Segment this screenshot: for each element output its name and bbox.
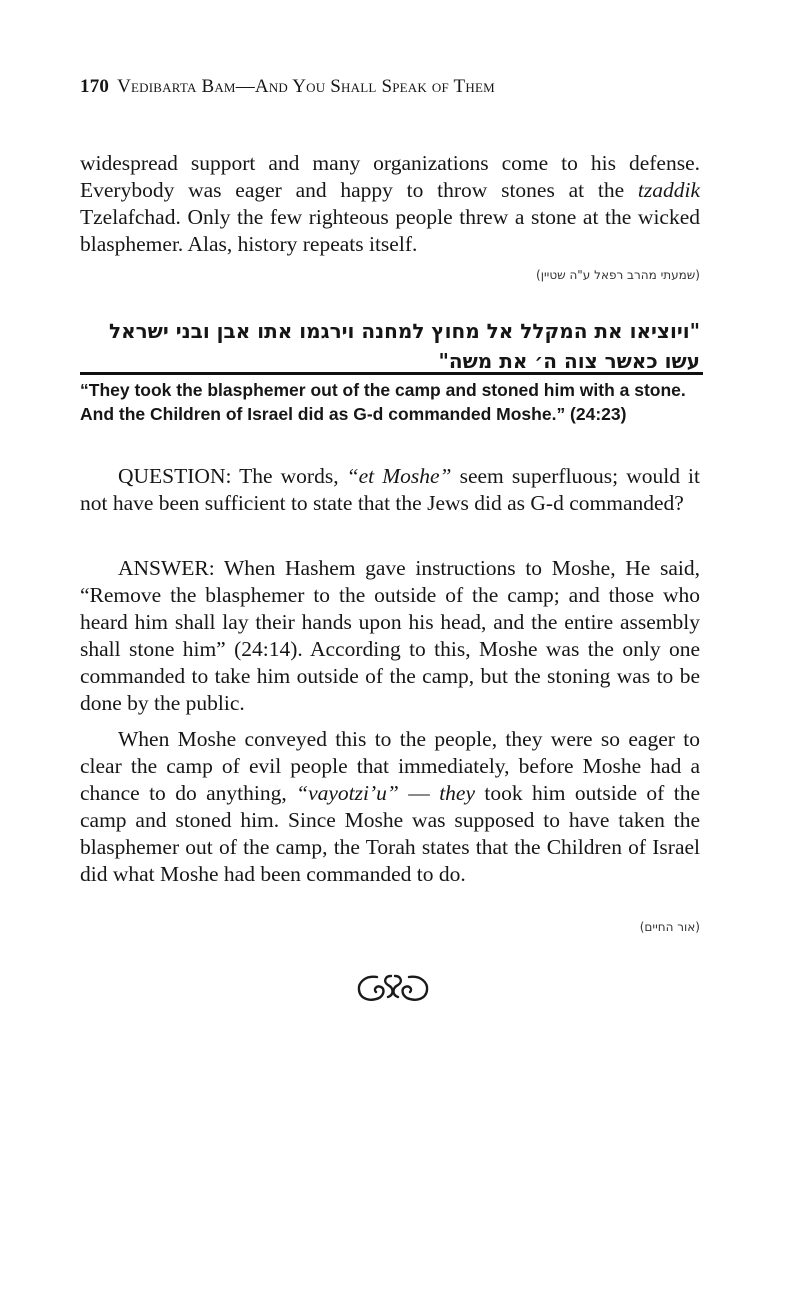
intro-text-2: Tzelafchad. Only the few righteous people threw a stone at the wicked blasphemer. Alas, history repeats itself. (80, 205, 700, 256)
heading-divider (80, 372, 703, 375)
intro-text-1: widespread support and many organizations come to his defense. Everybody was eager and happy to throw stones at the (80, 151, 700, 202)
running-head (80, 76, 495, 98)
english-verse-heading: “They took the blasphemer out of the camp and stoned him with a stone. And the Children of Israel did as G-d commanded Moshe.” (24:23) (80, 380, 686, 424)
page-number: 170 (80, 76, 110, 97)
question-paragraph (80, 463, 700, 517)
explanation-text-1: When Moshe conveyed this to the people, they were so eager to clear the camp of evil people that immediately, before Moshe had a chance to do anything, (80, 727, 700, 805)
answer-paragraph: ANSWER: When Hashem gave instructions to Moshe, He said, “Remove the blasphemer to the outside of the camp; and those who heard him shall lay their hands upon his head, and the entire assembly shall stone him” (24:14). According to this, Moshe was the only one commanded to take him outside of the camp, but the stoning was to be done by the public. (80, 556, 700, 715)
question-text-1: QUESTION: The words, (118, 464, 347, 488)
explanation-source-credit: (אור החיים) (639, 920, 700, 934)
book-title: Vedibarta Bam—And You Shall Speak of Them (117, 76, 495, 97)
end-of-section-ornament-icon (355, 968, 431, 1008)
explanation-text-3: took him outside of the camp and stoned him. Since Moshe was supposed to have taken the blasphemer out of the camp, the Torah states that the Children of Israel did what Moshe had been commanded to do. (80, 781, 701, 886)
explanation-text-2: — (398, 781, 440, 805)
explanation-paragraph (80, 726, 700, 888)
explanation-italic-term: “vayotzi’u” (296, 781, 399, 805)
explanation-italic-they: they (439, 781, 476, 805)
intro-paragraph (80, 150, 700, 258)
hebrew-verse-heading: "ויוציאו את המקלל אל מחוץ למחנה וירגמו אתו אבן ובני ישראל עשו כאשר צוה ה׳ את משה" (108, 319, 700, 373)
question-italic-term: “et Moshe” (346, 464, 452, 488)
question-text-2: seem superfluous; would it not have been sufficient to state that the Jews did as G-d commanded? (80, 464, 701, 515)
intro-source-credit: (שמעתי מהרב רפאל ע"ה שטיין) (536, 268, 700, 282)
intro-italic-term: tzaddik (637, 178, 700, 202)
